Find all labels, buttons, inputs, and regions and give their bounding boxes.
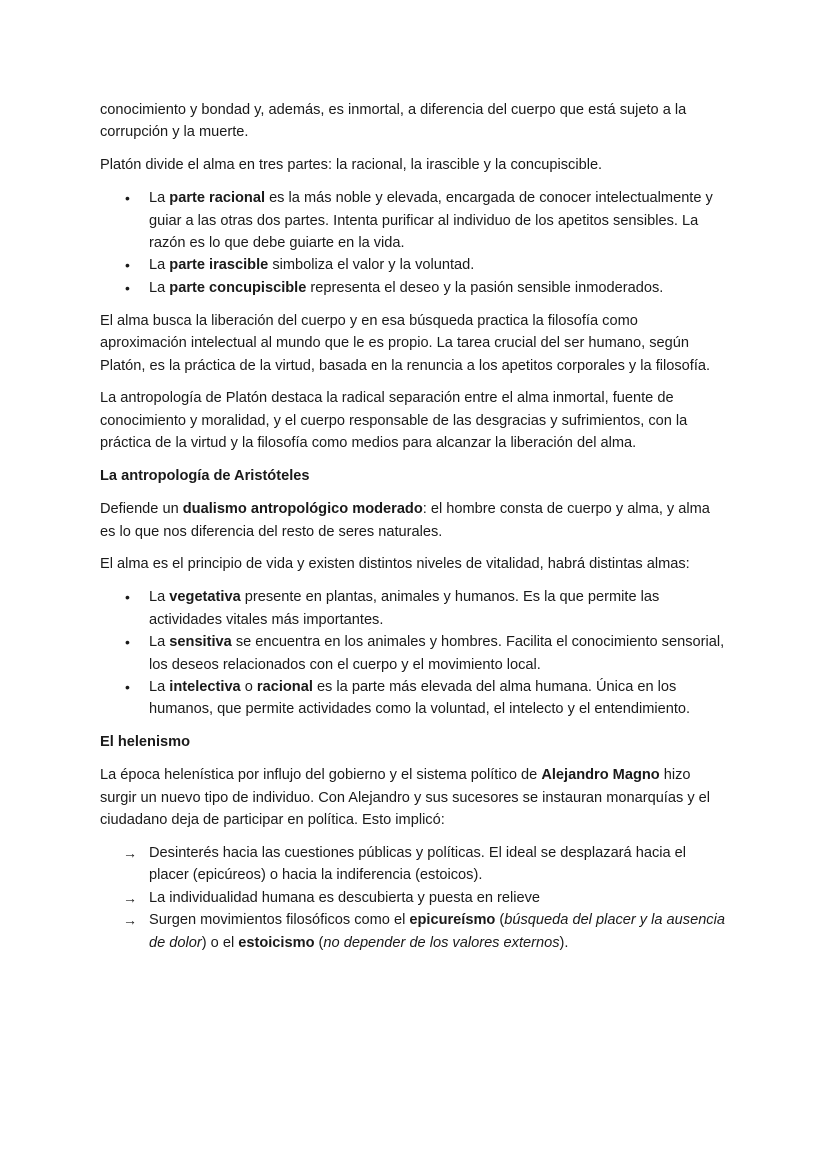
paragraph-partes-alma: Platón divide el alma en tres partes: la racional, la irascible y la concupiscible. [100,157,603,174]
bullet-icon: • [125,257,130,274]
arrow-right-icon: → [123,889,137,906]
list-item: • La sensitiva se encuentra en los animales y hombres. Facilita el conocimiento sensorial, los deseos relacionados con el cuerpo y el movimiento local. [100,631,728,676]
aristoteles-almas-list [100,586,728,720]
list-item: • La parte racional es la más noble y elevada, encargada de conocer intelectualmente y guiar a las otras dos partes. Intenta purificar al individuo de los apetitos sensibles. La razón es lo que debe guiarte en la vida. [100,187,728,254]
paragraph-alma-inmortal: conocimiento y bondad y, además, es inmortal, a diferencia del cuerpo que está sujeto a la corrupción y la muerte. [100,102,687,141]
bullet-icon: • [125,634,130,651]
paragraph-niveles-vitalidad: El alma es el principio de vida y existen distintos niveles de vitalidad, habrá distintas almas: [100,556,690,573]
bullet-icon: • [125,678,130,695]
list-item: → Surgen movimientos filosóficos como el epicureísmo (búsqueda del placer y la ausencia de dolor) o el estoicismo (no depender de los valores externos). [100,909,728,954]
platon-alma-list [100,187,728,299]
paragraph-liberacion: El alma busca la liberación del cuerpo y en esa búsqueda practica la filosofía como aproximación intelectual al mundo que le es propio. La tarea crucial del ser humano, según Platón, es la práctica de la virtud, basada en la renuncia a los apetitos corporales y la filosofía. [100,312,711,374]
list-item: → Desinterés hacia las cuestiones públicas y políticas. El ideal se desplazará hacia el placer (epicúreos) o hacia la indiferencia (estoicos). [100,842,728,887]
bullet-icon: • [125,190,130,207]
helenismo-list [100,842,728,954]
list-item: → La individualidad humana es descubierta y puesta en relieve [100,887,728,909]
paragraph-epoca-helenistica: La época helenística por influjo del gobierno y el sistema político de Alejandro Magno hizo surgir un nuevo tipo de individuo. Con Alejandro y sus sucesores se instauran monarquías y el ciudadano deja de participar en política. Esto implicó: [100,767,711,828]
list-item: • La parte irascible simboliza el valor y la voluntad. [100,254,728,276]
paragraph-dualismo: Defiende un dualismo antropológico moderado: el hombre consta de cuerpo y alma, y alma es lo que nos diferencia del resto de seres naturales. [100,501,710,540]
list-item: • La vegetativa presente en plantas, animales y humanos. Es la que permite las actividades vitales más importantes. [100,586,728,631]
heading-aristoteles: La antropología de Aristóteles [100,468,310,485]
paragraph-antropologia-platon: La antropología de Platón destaca la radical separación entre el alma inmortal, fuente de conocimiento y moralidad, y el cuerpo responsable de las desgracias y sufrimientos, con la práctica de la virtud y la filosofía como medios para alcanzar la liberación del alma. [100,390,688,452]
bullet-icon: • [125,279,130,296]
heading-helenismo: El helenismo [100,734,191,751]
list-item: • La parte concupiscible representa el deseo y la pasión sensible inmoderados. [100,277,728,299]
arrow-right-icon: → [123,844,137,861]
arrow-right-icon: → [123,912,137,929]
bullet-icon: • [125,589,130,606]
list-item: • La intelectiva o racional es la parte más elevada del alma humana. Única en los humanos, que permite actividades como la voluntad, el intelecto y el entendimiento. [100,676,728,721]
